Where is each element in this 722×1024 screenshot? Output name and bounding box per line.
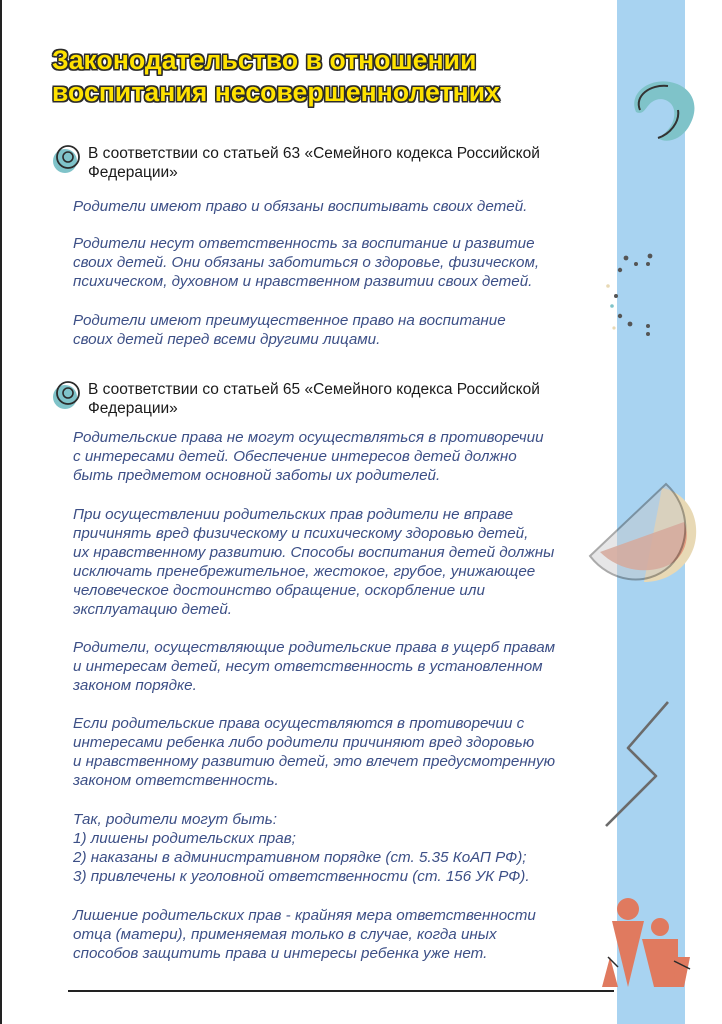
bullet-circle-icon <box>52 380 82 410</box>
bullet-circle-icon <box>52 144 82 174</box>
section-2-paragraph-5: Так, родители могут быть: 1) лишены родительских прав; 2) наказаны в административном порядке (ст. 5.35 КоАП РФ); 3) привлечены к уголовной ответственности (ст. 156 УК РФ). <box>73 811 530 885</box>
section-2-paragraph-4: Если родительские права осуществляются в противоречии с интересами ребенка либо родители причиняют вред здоровью и нравственному развитию детей, это влечет предусмотренную законом ответственность. <box>73 715 556 789</box>
bottom-divider <box>68 990 614 992</box>
section-1-paragraph-2: Родители несут ответственность за воспитание и развитие своих детей. Они обязаны заботиться о здоровье, физическом, психическом, духовном и нравственном развитии своих детей. <box>73 235 540 290</box>
section-1-paragraph-1: Родители имеют право и обязаны воспитывать своих детей. <box>73 198 528 215</box>
section-1-paragraph-3: Родители имеют преимущественное право на воспитание своих детей перед всеми другими лицами. <box>73 312 506 348</box>
section-2-paragraph-3: Родители, осуществляющие родительские права в ущерб правам и интересам детей, несут ответственность в установленном законом порядке. <box>73 639 556 694</box>
section-heading-text: В соответствии со статьей 63 «Семейного кодекса Российской Федерации» <box>88 145 540 181</box>
section-2-paragraph-1: Родительские права не могут осуществляться в противоречии с интересами детей. Обеспечение интересов детей должно быть предметом основной заботы их родителей. <box>73 429 544 484</box>
section-heading-text: В соответствии со статьей 65 «Семейного кодекса Российской Федерации» <box>88 381 540 417</box>
section-2-paragraph-6: Лишение родительских прав - крайняя мера ответственности отца (матери), применяемая только в случае, когда иных способов защитить права и интересы ребенка уже нет. <box>73 907 536 962</box>
page-title-line-1: Законодательство в отношении <box>52 45 477 75</box>
section-2-paragraph-2: При осуществлении родительских прав родители не вправе причинять вред физическому и психическому здоровью детей, их нравственному развитию. Способы воспитания детей должны исключать пренебрежительное, жестокое, грубое, унижающее человеческое достоинство обращение, оскорбление или эксплуатацию детей. <box>73 506 555 618</box>
swirl-decoration-icon <box>618 72 710 152</box>
page-left-border <box>0 0 2 1024</box>
page-title-line-2: воспитания несовершеннолетних <box>52 77 500 107</box>
page-title <box>52 44 612 108</box>
